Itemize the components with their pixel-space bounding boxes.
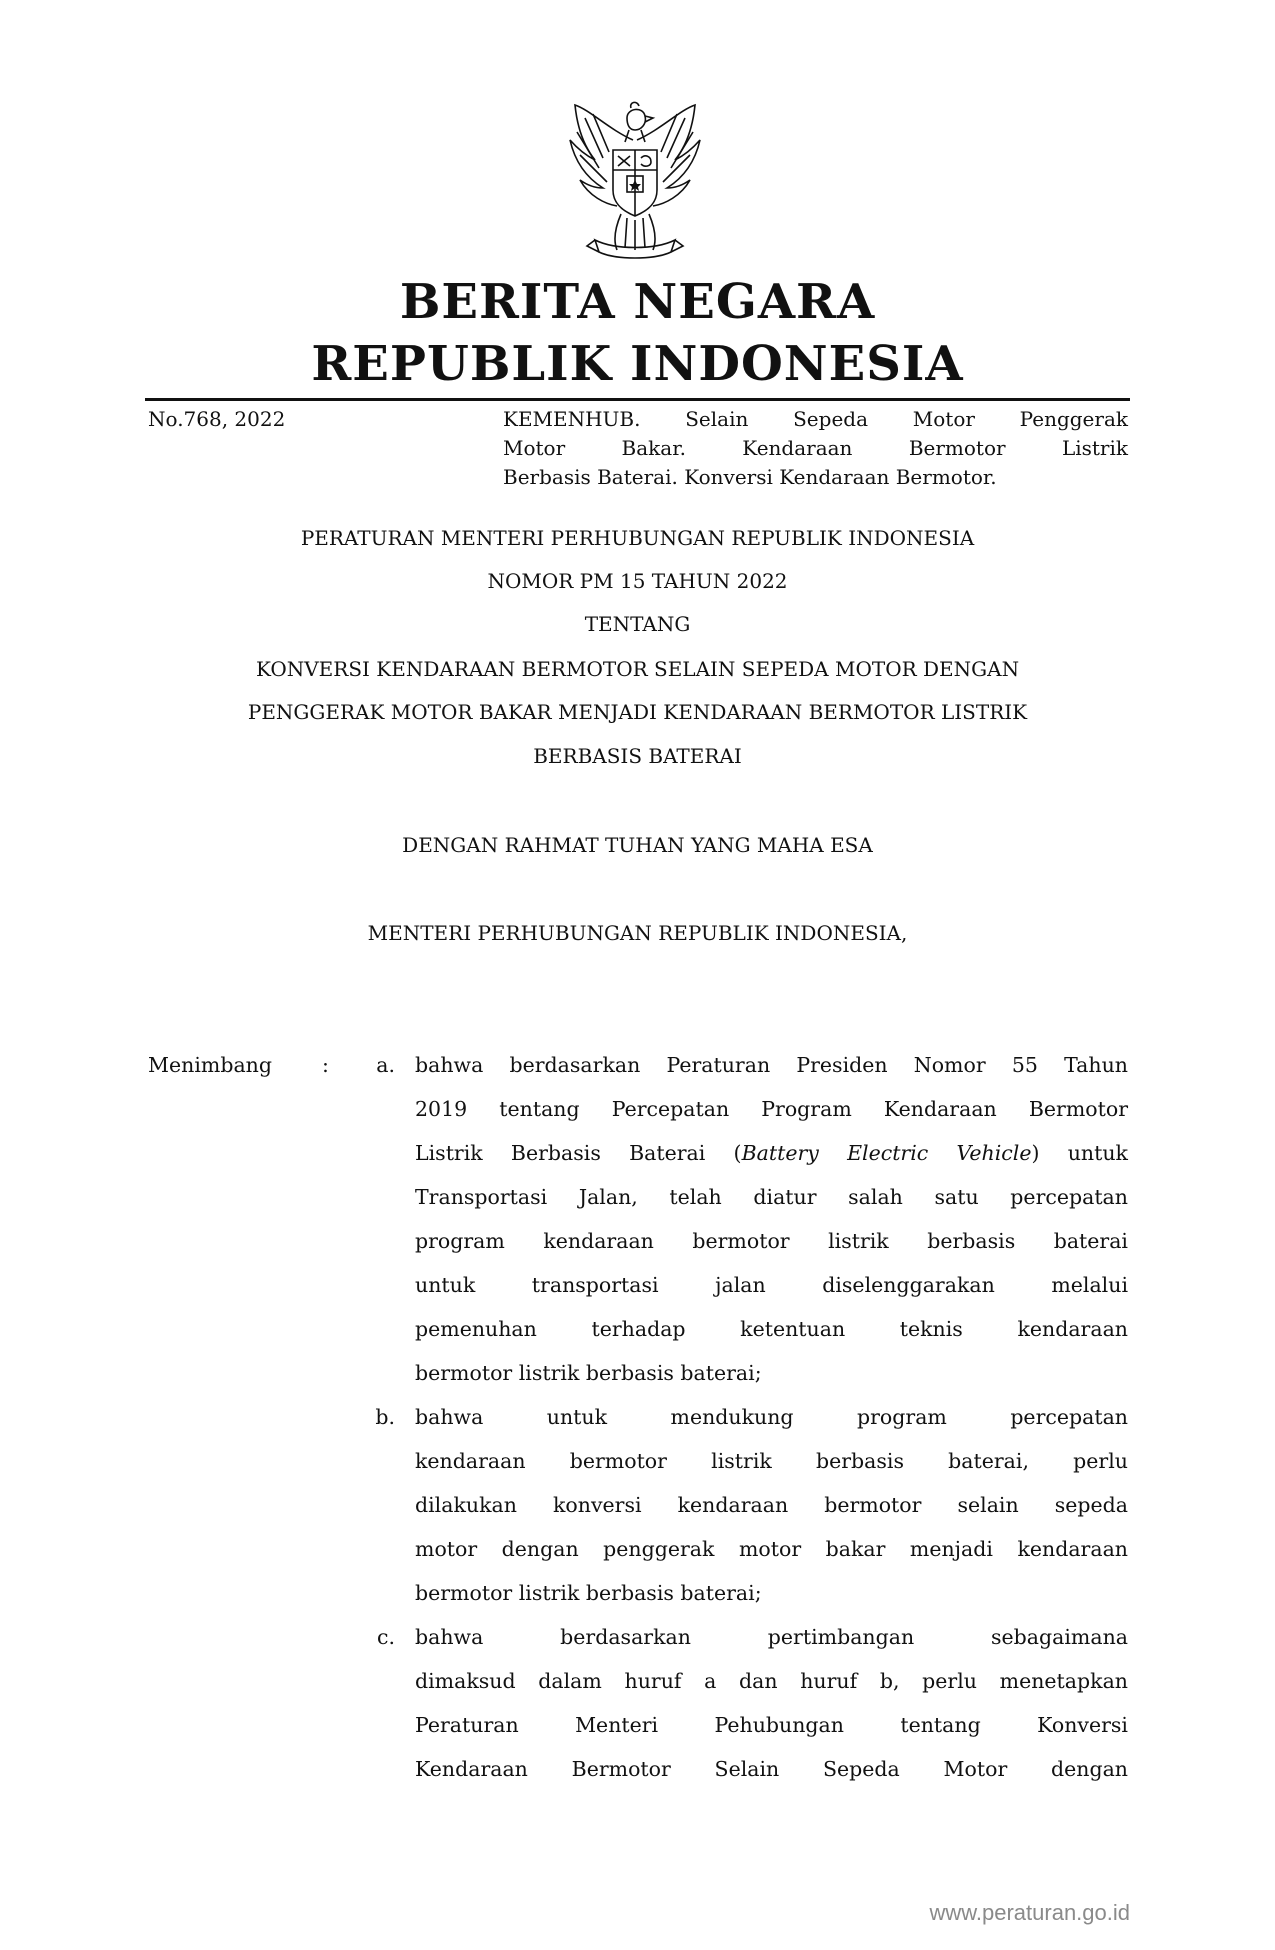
gazette-number: No.768, 2022 — [148, 407, 286, 431]
considering-label: Menimbang — [148, 1053, 272, 1077]
summary-line: KEMENHUB. Selain Sepeda Motor Penggerak — [503, 407, 1128, 431]
item-line: bahwa berdasarkan Peraturan Presiden Nomor 55 Tahun — [415, 1053, 1128, 1077]
summary-line: Motor Bakar. Kendaraan Bermotor Listrik — [503, 436, 1128, 460]
regulation-title-line: PENGGERAK MOTOR BAKAR MENJADI KENDARAAN BERMOTOR LISTRIK — [247, 700, 1028, 724]
item-line: motor dengan penggerak motor bakar menjadi kendaraan — [415, 1537, 1128, 1561]
masthead-subtitle: REPUBLIK INDONESIA — [311, 336, 964, 392]
regulation-number: NOMOR PM 15 TAHUN 2022 — [487, 569, 788, 593]
item-line: Transportasi Jalan, telah diatur salah satu percepatan — [415, 1185, 1128, 1209]
regulation-type: PERATURAN MENTERI PERHUBUNGAN REPUBLIK INDONESIA — [300, 526, 975, 550]
item-line: Peraturan Menteri Pehubungan tentang Konversi — [415, 1713, 1128, 1737]
item-line: 2019 tentang Percepatan Program Kendaraan Bermotor — [415, 1097, 1128, 1121]
regulation-title-line: BERBASIS BATERAI — [533, 744, 742, 768]
item-line: bermotor listrik berbasis baterai; — [415, 1581, 762, 1605]
italic-term: Battery Electric Vehicle — [741, 1141, 1032, 1165]
text-run: ) untuk — [1031, 1141, 1128, 1165]
item-line: bahwa berdasarkan pertimbangan sebagaimana — [415, 1625, 1128, 1649]
masthead-title: BERITA NEGARA — [399, 274, 876, 330]
item-marker: c. — [377, 1625, 395, 1649]
item-line: untuk transportasi jalan diselenggarakan melalui — [415, 1273, 1128, 1297]
item-line: bahwa untuk mendukung program percepatan — [415, 1405, 1128, 1429]
item-line: program kendaraan bermotor listrik berbasis baterai — [415, 1229, 1128, 1253]
item-line: bermotor listrik berbasis baterai; — [415, 1361, 762, 1385]
minister-title: MENTERI PERHUBUNGAN REPUBLIK INDONESIA, — [367, 921, 908, 945]
item-marker: a. — [376, 1053, 395, 1077]
footer-url: www.peraturan.go.id — [929, 1900, 1130, 1925]
regulation-title-line: KONVERSI KENDARAAN BERMOTOR SELAIN SEPEDA MOTOR DENGAN — [255, 657, 1020, 681]
item-line: kendaraan bermotor listrik berbasis baterai, perlu — [415, 1449, 1128, 1473]
gazette-summary — [503, 405, 1128, 492]
item-line — [415, 1131, 1128, 1175]
item-line: Kendaraan Bermotor Selain Sepeda Motor dengan — [415, 1757, 1128, 1781]
garuda-emblem-icon — [555, 100, 715, 265]
item-line: pemenuhan terhadap ketentuan teknis kendaraan — [415, 1317, 1128, 1341]
invocation: DENGAN RAHMAT TUHAN YANG MAHA ESA — [402, 833, 873, 857]
header-divider — [145, 398, 1130, 401]
summary-line: Berbasis Baterai. Konversi Kendaraan Bermotor. — [503, 465, 997, 489]
item-line: dilakukan konversi kendaraan bermotor selain sepeda — [415, 1493, 1128, 1517]
item-marker: b. — [375, 1405, 395, 1429]
regulation-about-label: TENTANG — [584, 612, 691, 636]
text-run: Listrik Berbasis Baterai ( — [415, 1141, 742, 1165]
considering-colon: : — [322, 1053, 329, 1077]
item-line: dimaksud dalam huruf a dan huruf b, perlu menetapkan — [415, 1669, 1128, 1693]
